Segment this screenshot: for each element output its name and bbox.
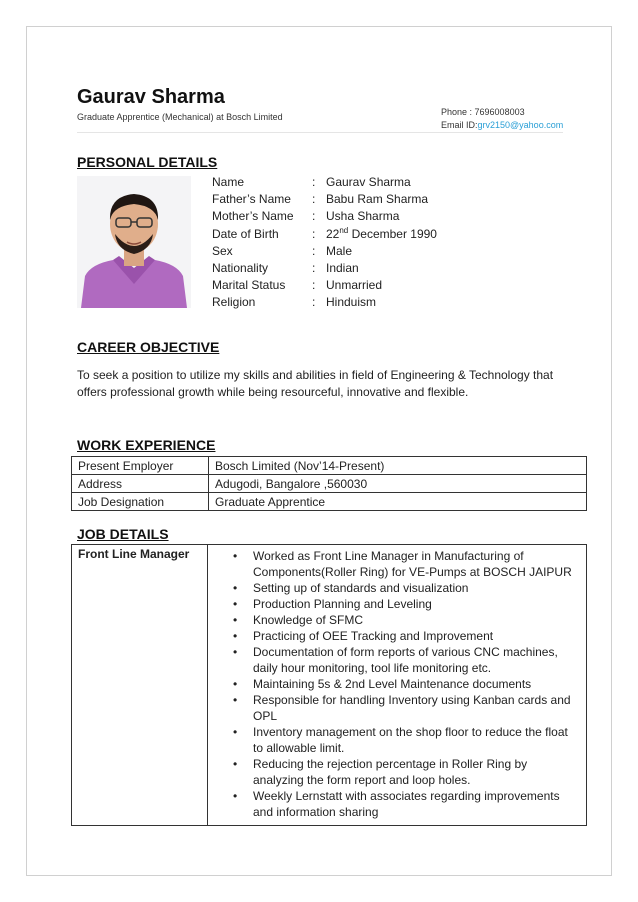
list-item xyxy=(233,580,579,596)
bullet-icon: • xyxy=(233,725,238,739)
work-experience-heading: WORK EXPERIENCE xyxy=(77,437,216,453)
detail-colon: : xyxy=(312,226,316,241)
detail-label: Mother’s Name xyxy=(212,209,294,224)
dob-suffix: nd xyxy=(339,225,349,235)
bullet-icon: • xyxy=(233,757,238,771)
bullet-icon: • xyxy=(233,581,238,595)
career-objective-text: To seek a position to utilize my skills and abilities in field of Engineering & Technology that offers professional growth while being resourceful, innovative and flexible. xyxy=(77,368,554,399)
list-item-text: Worked as Front Line Manager in Manufacturing of Components(Roller Ring) for VE-Pumps at BOSCH JAIPUR xyxy=(253,549,572,579)
detail-label: Father’s Name xyxy=(212,192,291,207)
contact-block xyxy=(441,106,563,132)
header-divider xyxy=(77,132,563,133)
detail-value: Babu Ram Sharma xyxy=(326,192,429,207)
list-item xyxy=(233,676,579,692)
table-row xyxy=(72,475,587,493)
detail-label: Name xyxy=(212,175,245,189)
table-cell-label: Job Designation xyxy=(72,493,209,511)
list-item-text: Reducing the rejection percentage in Roller Ring by analyzing the form report and loop holes. xyxy=(253,757,528,787)
list-item xyxy=(233,788,579,820)
table-row xyxy=(72,545,587,826)
list-item xyxy=(233,692,579,724)
dob-rest: December 1990 xyxy=(348,226,437,241)
list-item xyxy=(233,612,579,628)
list-item-text: Production Planning and Leveling xyxy=(253,597,432,611)
detail-label: Religion xyxy=(212,295,256,310)
table-cell-value: Bosch Limited (Nov’14-Present) xyxy=(209,457,587,475)
dob-day: 22 xyxy=(326,226,340,241)
table-cell-value: Graduate Apprentice xyxy=(209,493,587,511)
detail-colon: : xyxy=(312,295,316,310)
table-cell-value: Adugodi, Bangalore ,560030 xyxy=(209,475,587,493)
list-item xyxy=(233,628,579,644)
phone-line xyxy=(441,106,563,119)
detail-value: Gaurav Sharma xyxy=(326,175,411,189)
bullet-icon: • xyxy=(233,677,238,691)
list-item-text: Responsible for handling Inventory using Kanban cards and OPL xyxy=(253,693,571,723)
list-item-text: Knowledge of SFMC xyxy=(253,613,364,627)
detail-value: Hinduism xyxy=(326,295,377,310)
list-item-text: Documentation of form reports of various CNC machines, daily hour monitoring, tool life monitoring etc. xyxy=(253,645,558,675)
list-item-text: Practicing of OEE Tracking and Improvement xyxy=(253,629,494,643)
detail-label: Sex xyxy=(212,243,233,258)
bullet-icon: • xyxy=(233,613,238,627)
job-details-table xyxy=(71,544,587,826)
detail-colon: : xyxy=(312,278,316,293)
list-item-text: Inventory management on the shop floor to reduce the float to allowable limit. xyxy=(253,725,568,755)
detail-value xyxy=(326,226,437,243)
email-line xyxy=(441,119,563,132)
detail-label: Marital Status xyxy=(212,278,286,293)
email-label: Email ID: xyxy=(441,120,478,130)
table-cell-label: Present Employer xyxy=(72,457,209,475)
profile-photo xyxy=(77,176,191,308)
detail-colon: : xyxy=(312,175,316,189)
table-row xyxy=(72,493,587,511)
candidate-subtitle: Graduate Apprentice (Mechanical) at Bosch Limited xyxy=(77,112,283,122)
career-objective-heading: CAREER OBJECTIVE xyxy=(77,339,220,355)
phone-value: 7696008003 xyxy=(474,107,525,117)
table-cell-label: Address xyxy=(72,475,209,493)
detail-colon: : xyxy=(312,192,316,207)
candidate-name: Gaurav Sharma xyxy=(77,86,225,108)
job-role-cell: Front Line Manager xyxy=(72,545,208,826)
detail-label: Nationality xyxy=(212,260,269,275)
detail-value: Unmarried xyxy=(326,278,383,293)
bullet-icon: • xyxy=(233,645,238,659)
table-row xyxy=(72,457,587,475)
list-item xyxy=(233,724,579,756)
detail-value: Indian xyxy=(326,260,359,275)
detail-value: Usha Sharma xyxy=(326,209,400,224)
detail-colon: : xyxy=(312,209,316,224)
bullet-icon: • xyxy=(233,789,238,803)
job-duties-list xyxy=(209,546,585,820)
list-item xyxy=(233,548,579,580)
detail-label: Date of Birth xyxy=(212,226,279,241)
detail-colon: : xyxy=(312,243,316,258)
list-item-text: Setting up of standards and visualization xyxy=(253,581,469,595)
bullet-icon: • xyxy=(233,549,238,563)
list-item xyxy=(233,756,579,788)
list-item-text: Maintaining 5s & 2nd Level Maintenance documents xyxy=(253,677,532,691)
bullet-icon: • xyxy=(233,693,238,707)
list-item xyxy=(233,644,579,676)
bullet-icon: • xyxy=(233,629,238,643)
personal-details-heading: PERSONAL DETAILS xyxy=(77,154,218,170)
list-item-text: Weekly Lernstatt with associates regarding improvements and information sharing xyxy=(253,789,560,819)
work-experience-table xyxy=(71,456,587,511)
detail-value: Male xyxy=(326,243,353,258)
job-details-heading: JOB DETAILS xyxy=(77,526,169,542)
email-link[interactable]: grv2150@yahoo.com xyxy=(477,120,564,130)
bullet-icon: • xyxy=(233,597,238,611)
phone-label: Phone : xyxy=(441,107,475,117)
detail-colon: : xyxy=(312,260,316,275)
job-duties-cell xyxy=(208,545,587,826)
list-item xyxy=(233,596,579,612)
